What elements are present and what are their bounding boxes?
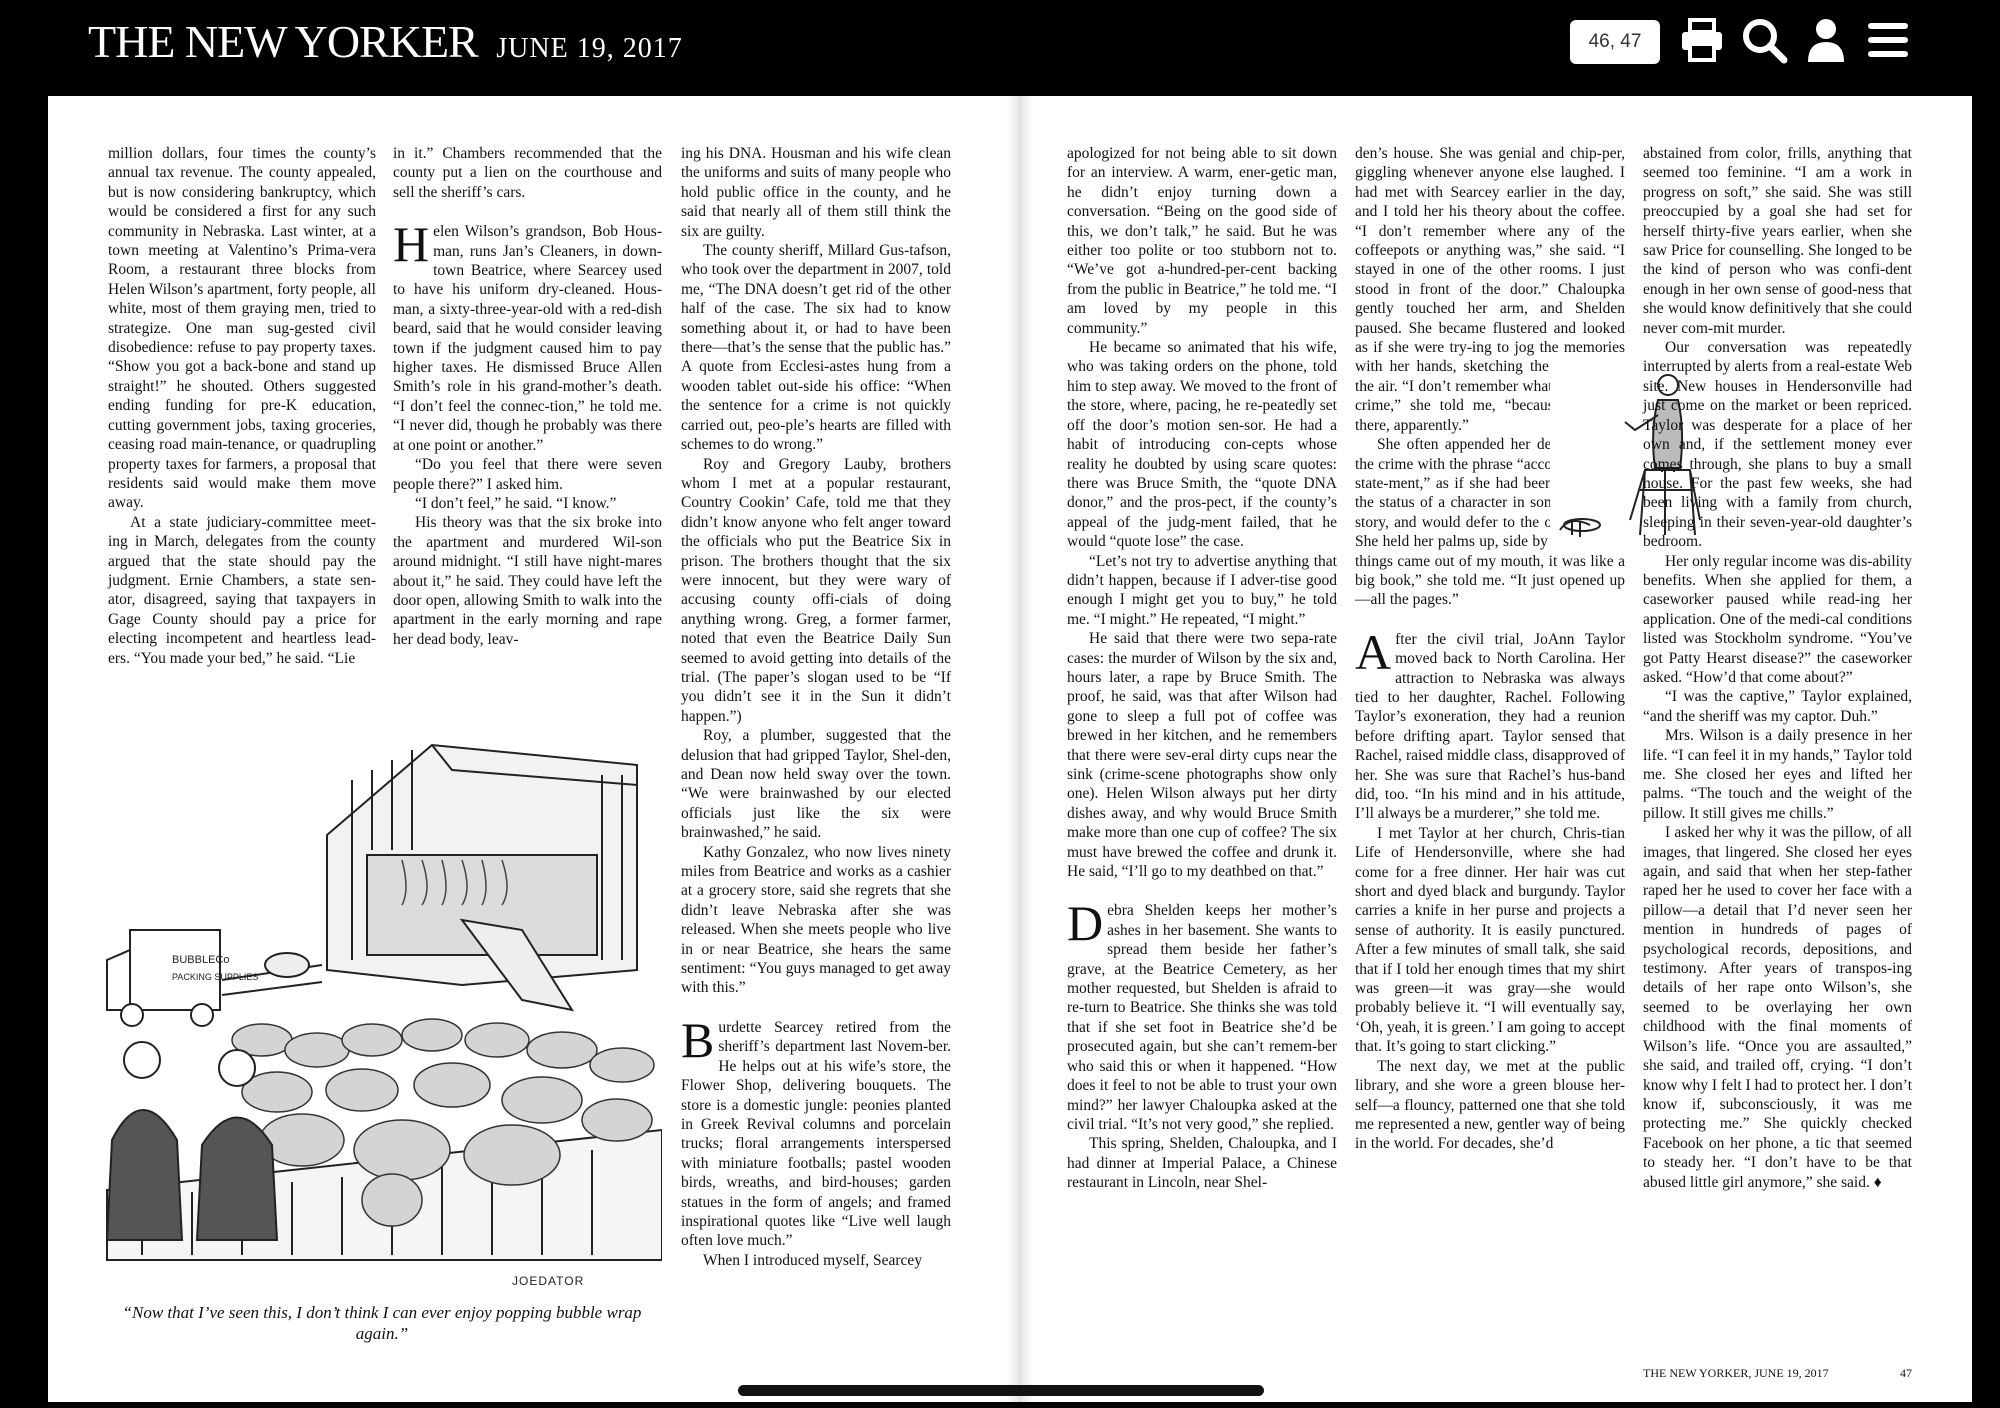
paragraph: He said that there were two sepa-rate cases: the murder of Wilson by the six and, hours later, a rape by Bruce Smith. The proof, he said, was that after Wilson had gone to sleep a full pot of coffee was brewed in her kitchen, and he remembers that there were sev-eral dirty cups near the sink (crime-scene photographs show only one). Helen Wilson always put her dirty dishes away, and why would Bruce Smith make more than one cup of coffee? The six must have brewed the coffee and drunk it. He said, “I’ll go to my deathbed on that.” (1067, 630, 1337, 881)
page-folio (1643, 1366, 1912, 1381)
truck-label: BUBBLECo (172, 954, 230, 966)
page-number-indicator[interactable]: 46, 47 (1570, 20, 1660, 64)
menu-icon[interactable] (1864, 16, 1912, 64)
search-icon[interactable] (1740, 16, 1788, 64)
horizontal-scrollbar[interactable] (738, 1385, 1264, 1396)
paragraph: Our conversation was repeatedly interrupted by alerts from a real-estate Web site. New houses in Hendersonville had just come on the market or been repriced. Taylor was desperate for a place of her own and, if the settlement money ever comes through, she plans to buy a small house. For the past few weeks, she had been living with a family from church, sleeping in their seven-year-old daughter’s bedroom. (1643, 339, 1912, 551)
paragraph: Roy, a plumber, suggested that the delusion that had gripped Taylor, Shel-den, and Dean now held sway over the town. “We were brainwashed by our elected officials just like the six were brainwashed,” he said. (681, 727, 951, 842)
issue-date: JUNE 19, 2017 (496, 33, 683, 64)
paragraph: apologized for not being able to sit down for an interview. A warm, ener-getic man, he didn’t enjoy turning down a conversation. “Being on the good side of this, we don’t talk,” he said. But he was either too polite or too stubborn not to. “We’ve got a-hundred-per-cent backing from the public in Beatrice,” he told me. “I am loved by my people in this community.” (1067, 145, 1337, 337)
paragraph: “I was the captive,” Taylor explained, “and the sheriff was my captor. Duh.” (1643, 688, 1912, 725)
paragraph: ing his DNA. Housman and his wife clean the uniforms and suits of many people who hold public office in the county, and he said that nearly all of them still think the six are guilty. (681, 145, 951, 240)
paragraph: in it.” Chambers recommended that the county put a lien on the courthouse and sell the sheriff’s cars. (393, 145, 662, 201)
paragraph: “Do you feel that there were seven people there?” I asked him. (393, 456, 662, 493)
paragraph: “Let’s not try to advertise anything that didn’t happen, because if I adver-tise good enough I might get you to buy,” he told me. “I might.” He repeated, “I might.” (1067, 552, 1337, 628)
section-paragraph: Burdette Searcey retired from the sheriff’s department last Novem-ber. He helps out at his wife’s store, the Flower Shop, delivering bouquets. The store is a domestic jungle: peonies planted in Greek Revival columns and porcelain trucks; floral arrangements interspersed with miniature footballs; pastel wooden birds, wreaths, and bird-houses; garden statues in the form of angels; and framed inspirational quotes like “Live well laugh often love much.” (681, 1011, 951, 1250)
section-paragraph: Helen Wilson’s grandson, Bob Hous-man, runs Jan’s Cleaners, in down-town Beatrice, where Searcey used to have his uniform dry-cleaned. Hous-man, a sixty-three-year-old with a red-dish beard, said that he would consider leaving town if the judgment caused him to pay higher taxes. He dismissed Bruce Allen Smith’s role in his grand-mother’s death. “I don’t feel the connec-tion,” he told me. “I never did, though he probably was there at one point or another.” (393, 216, 662, 454)
paragraph: Her only regular income was dis-ability benefits. When she applied for them, a caseworker paused while read-ing her application. One of the medi-cal conditions listed was Stockholm syndrome. “You’ve got Patty Hearst disease?” the caseworker asked. “How’d that come about?” (1643, 552, 1912, 686)
paragraph: I met Taylor at her church, Chris-tian Life of Hendersonville, where she had come for a free dinner. Her hair was cut short and dyed black and burgundy. Taylor carries a knife in her purse and projects a sense of authority. It is easily punctured. After a few minutes of small talk, she said that if I told her enough times that my shirt was green—it was gray—she would probably believe it. “I will eventually say, ‘Oh, yeah, it is green.’ I am going to accept that. It’s going to start clicking.” (1355, 824, 1625, 1056)
article-column-6 (1643, 144, 1912, 1192)
paragraph: I asked her why it was the pillow, of all images, that lingered. She closed her eyes again, and said that when her step-father raped her he used to cover her face with a pillow—a detail that I’d never seen her mention in hundreds of pages of psychological records, depositions, and testimony. After years of transpos-ing details of her rape onto Wilson’s, she seemed to be overlaying her own childhood with the final moments of Wilson’s life. “Once you are assaulted,” she said, and trailed off, crying. “I don’t know why I felt I had to protect her. I don’t know if, subconsciously, it was me protecting me.” She quickly checked Facebook on her phone, a tic that seemed to steady her. “I don’t have to be that abused little girl anymore,” she said. ♦ (1643, 824, 1912, 1191)
section-paragraph: Debra Shelden keeps her mother’s ashes in her basement. She wants to spread them beside her father’s grave, at the Beatrice Cemetery, as her mother requested, but Shelden is afraid to re-turn to Beatrice. She thinks she was told that if she set foot in Beatrice she’d be prosecuted again, but she can’t remem-ber who said this or when it happened. “How does it feel to not be able to trust your own mind?” her lawyer Chaloupka asked at the civil trial. “It’s not very good,” she replied. (1067, 895, 1337, 1133)
drop-cap: A (1355, 623, 1392, 680)
article-column-3 (681, 144, 951, 1270)
article-column-4 (1067, 144, 1337, 1193)
paragraph: He became so animated that his wife, who was taking orders on the phone, told him to step away. We moved to the front of the store, where, pacing, he re-peatedly set off the door’s motion sen-sor. He had a habit of introducing con-cepts whose reality he doubted by using scare quotes: there was Bruce Smith, the “quote DNA donor,” and the pros-pect, if the county’s appeal of the judg-ment failed, that he would “quote lose” the case. (1067, 339, 1337, 551)
cartoonist-signature: JOEDATOR (512, 1274, 585, 1288)
paragraph: million dollars, four times the county’s annual tax revenue. The county appealed, but is now considering bankruptcy, which would be considered a first for any such community in Nebraska. Last winter, at a town meeting at Valentino’s Prima-vera Room, a restaurant three blocks from Helen Wilson’s apartment, forty people, all white, most of them graying men, tried to strategize. One man sug-gested civil disobedience: refuse to pay property taxes. “Show you got a back-bone and stand up straight!” he shouted. Others suggested ending funding for pre-K education, cutting government jobs, taxing groceries, ceasing road main-tenance, or quadrupling property taxes for farmers, a proposal that residents said would make them move away. (108, 145, 376, 512)
paragraph: The next day, we met at the public library, and she wore a green blouse her-self—a flouncy, patterned one that she told me represented a new, gentler way of being in the world. For decades, she’d (1355, 1057, 1625, 1153)
paragraph: When I introduced myself, Searcey (703, 1251, 923, 1269)
paragraph: den’s house. She was genial and chip-per, giggling whenever anyone else laughed. I had met with Searcey earlier in the day, and I told her his theory about the coffee. “I don’t remember where any of the coffeepots or anything was,” she said. “I stayed in one of the other rooms. I just stood in front of the door.” Chaloupka gently touched her arm, and Shelden paused. She became flustered and looked as if she were try-ing to jog the memories with her hands, sketching the answers in the air. “I don’t remember what I did at the crime,” she told me, “because I wasn’t there, apparently.” (1355, 145, 1625, 434)
drop-cap: B (681, 1011, 715, 1068)
folio-page-number: 47 (1900, 1366, 1912, 1380)
paragraph: Mrs. Wilson is a daily presence in her life. “I can feel it in my hands,” Taylor told me. She closed her eyes and lifted her palms. “The touch and the weight of the pillow. It still gives me chills.” (1643, 727, 1912, 822)
cartoon-illustration (102, 720, 662, 1300)
section-paragraph: After the civil trial, JoAnn Taylor moved back to North Carolina. Her attraction to Nebraska was always tied to her daughter, Rachel. Following Taylor’s exoneration, they had a reunion before drifting apart. Taylor sensed that Rachel, raised middle class, disapproved of her. She was sure that Rachel’s hus-band did, too. “In his mind and in his attitude, I’ll always be a murderer,” she told me. (1355, 623, 1625, 823)
top-toolbar (0, 0, 2000, 96)
article-column-1 (108, 144, 376, 668)
folio-text: THE NEW YORKER, JUNE 19, 2017 (1643, 1366, 1829, 1380)
article-column-5 (1355, 144, 1625, 1154)
cartoon-caption: “Now that I’ve seen this, I don’t think I can ever enjoy popping bubble wrap again.” (122, 1303, 642, 1343)
article-column-2 (393, 144, 662, 649)
masthead[interactable] (88, 14, 683, 77)
paragraph: abstained from color, frills, anything that seemed too feminine. “I am a work in progress on soft,” she said. She was still preoccupied by a goal she had set for herself thirty-five years earlier, when she saw Price for counselling. She longed to be the kind of person who was confi-dent enough in her own sense of good-ness that she would know definitively that she could never com-mit murder. (1643, 145, 1912, 337)
drop-cap: H (393, 216, 430, 273)
page-gutter (1006, 96, 1034, 1402)
paragraph: The county sheriff, Millard Gus-tafson, who took over the department in 2007, told me, “The DNA doesn’t get rid of the other half of the case. The six had to know something about it, or had to have been there—that’s the sense that the public has.” A quote from Ecclesi-astes hung from a wooden tablet out-side his office: “When the sentence for a crime is not quickly carried out, peo-ple’s hearts are filled with schemes to do wrong.” (681, 242, 951, 454)
paragraph: At a state judiciary-committee meet-ing in March, delegates from the county argued that the state should pay the judgment. Ernie Chambers, a state sen-ator, disagreed, saying that taxpayers in Gage County should pay a price for electing incompetent and heartless lead-ers. “You made your bed,” he said. “Lie (108, 513, 376, 667)
paragraph: “I don’t feel,” he said. “I know.” (415, 494, 617, 512)
paragraph: Roy and Gregory Lauby, brothers whom I met at a popular restaurant, Country Cookin’ Cafe, told me that they didn’t know anyone who felt anger toward the officials who put the Beatrice Six in prison. The brothers thought that the six were innocent, but they were wary of accusing county offi-cials of doing anything wrong. Greg, a former farmer, noted that even the Beatrice Daily Sun seemed to avoid getting into details of the trial. (The paper’s slogan used to be “If you didn’t see it in the Sun it didn’t happen.”) (681, 455, 951, 725)
paragraph: His theory was that the six broke into the apartment and murdered Wil-son around midnight. “I still have night-mares about it,” he said. They could have left the door open, allowing Smith to walk into the apartment in the early morning and rape her dead body, leav- (393, 514, 662, 648)
paragraph: Kathy Gonzalez, who now lives ninety miles from Beatrice and works as a cashier at a grocery store, said she regrets that she didn’t leave Nebraska after she was released. When she meets people who live in or near Beatrice, she hears the same sentiment: “You guys managed to get away with this.” (681, 843, 951, 997)
print-icon[interactable] (1678, 16, 1726, 64)
paragraph: She often appended her description of the crime with the phrase “according to my state-ment,” as if she had been reduced to the status of a character in someone else’s story, and would defer to the original text. She held her palms up, side by side. “Once things came out of my mouth, it was like a big book,” she told me. “It just opened up—all the pages.” (1355, 436, 1625, 609)
drop-cap: D (1067, 895, 1104, 952)
user-icon[interactable] (1802, 16, 1850, 64)
paragraph: This spring, Shelden, Chaloupka, and I had dinner at Imperial Palace, a Chinese restaurant in Lincoln, near Shel- (1067, 1135, 1337, 1192)
truck-sublabel: PACKING SUPPLIES (172, 972, 259, 982)
masthead-title: THE NEW YORKER (88, 16, 478, 67)
